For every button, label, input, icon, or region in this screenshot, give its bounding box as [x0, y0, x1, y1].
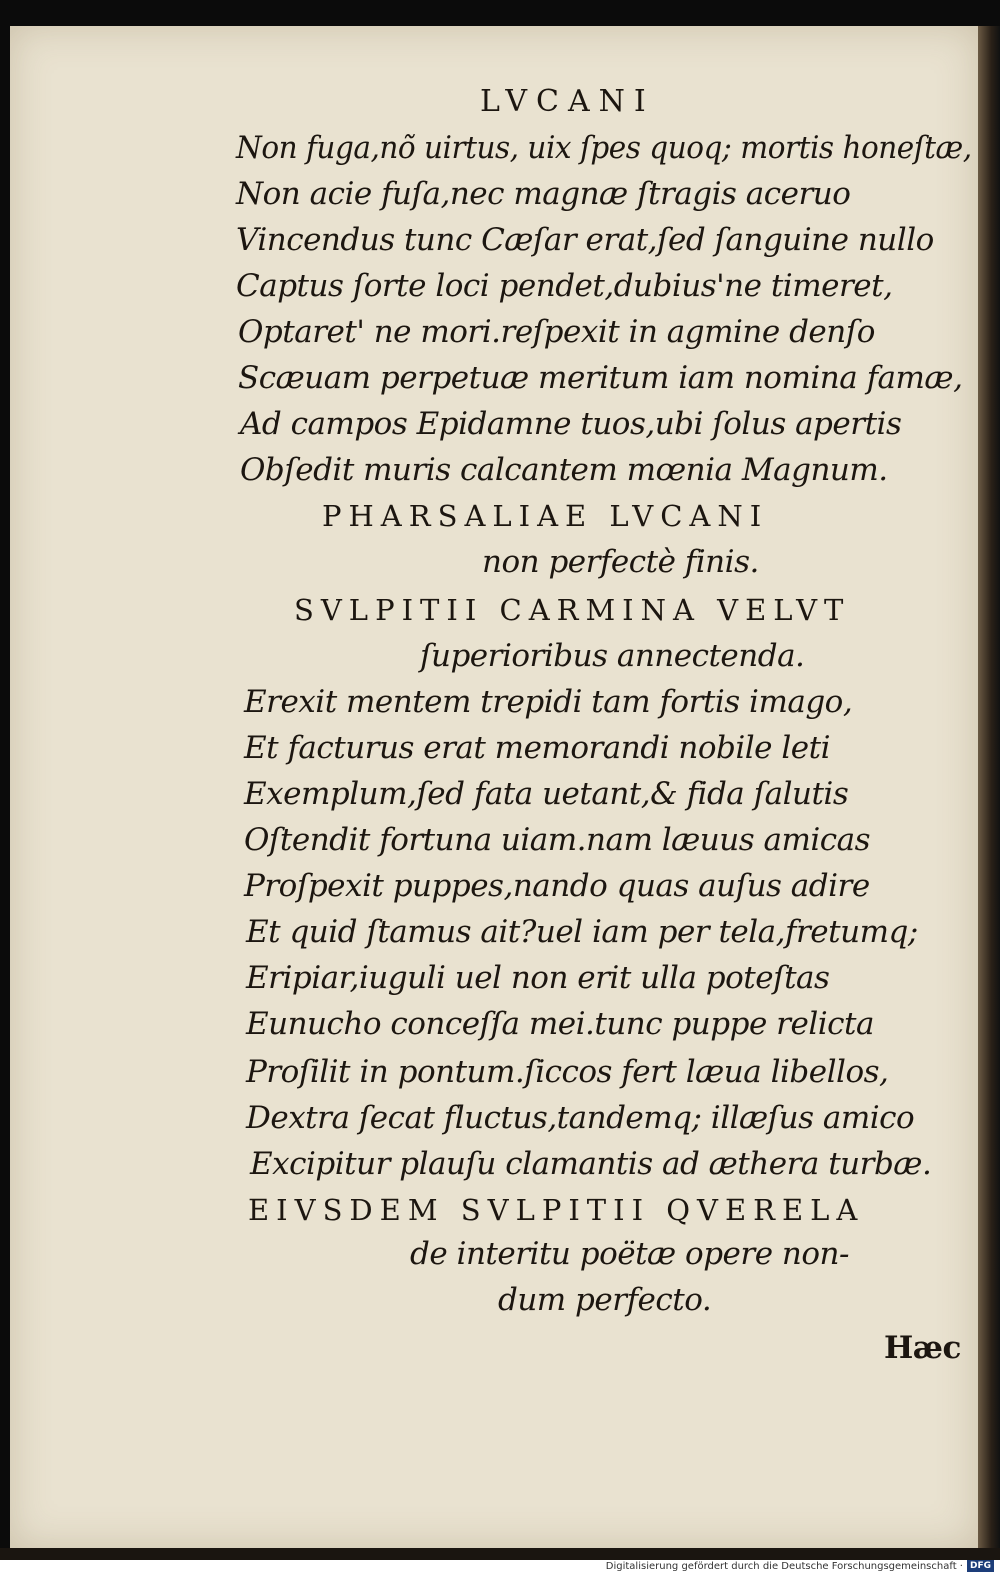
verse-line: Eunucho conceſſa mei.tunc puppe relicta — [246, 1006, 874, 1042]
section-subheading: de interitu poëtæ opere non- — [410, 1236, 849, 1272]
catchword: Hæc — [884, 1330, 961, 1366]
verse-line: Captus ſorte loci pendet,dubius'ne timeret, — [236, 268, 893, 304]
verse-line: Obſedit muris calcantem mœnia Magnum. — [240, 452, 888, 488]
section-heading: SVLPITII CARMINA VELVT — [294, 593, 851, 627]
page-edge-bottom — [0, 1548, 1000, 1560]
verse-line: Proſpexit puppes,nando quas auſus adire — [244, 868, 870, 904]
verse-line: Erexit mentem trepidi tam fortis imago, — [244, 684, 853, 720]
section-subheading: ſuperioribus annectenda. — [420, 638, 805, 674]
verse-line: Ad campos Epidamne tuos,ubi ſolus apertis — [240, 406, 902, 442]
verse-line: Oſtendit fortuna uiam.nam læuus amicas — [244, 822, 871, 858]
verse-line: Exemplum,ſed fata uetant,& fida ſalutis — [244, 776, 849, 812]
section-heading: PHARSALIAE LVCANI — [322, 499, 769, 533]
footer-credit: Digitalisierung gefördert durch die Deutsche Forschungsgemeinschaft · — [605, 1561, 963, 1572]
verse-line: Et facturus erat memorandi nobile leti — [244, 730, 830, 766]
footer-bar — [0, 1560, 1000, 1574]
running-head: LVCANI — [480, 84, 655, 119]
verse-line: Scæuam perpetuæ meritum iam nomina famæ, — [238, 360, 963, 396]
verse-line: Eripiar,iuguli uel non erit ulla poteſtas — [246, 960, 830, 996]
verse-line: Excipitur plauſu clamantis ad æthera turbæ. — [250, 1146, 932, 1182]
page-edge-right — [978, 26, 1000, 1548]
verse-line: Non acie fuſa,nec magnæ ſtragis aceruo — [236, 176, 851, 212]
dfg-logo: DFG — [967, 1560, 994, 1572]
verse-line: Dextra ſecat fluctus,tandemq; illæſus amico — [246, 1100, 915, 1136]
section-subheading: non perfectè finis. — [482, 544, 759, 580]
verse-line: Et quid ſtamus ait?uel iam per tela,fretumq; — [246, 914, 918, 950]
verse-line: Optaret' ne mori.reſpexit in agmine denſo — [238, 314, 875, 350]
verse-line: Non fuga,nõ uirtus, uix ſpes quoq; mortis honeſtæ, — [236, 130, 972, 166]
verse-line: Proſilit in pontum.ſiccos fert læua libellos, — [246, 1054, 889, 1090]
section-subheading: dum perfecto. — [498, 1282, 712, 1318]
verse-line: Vincendus tunc Cæſar erat,ſed ſanguine nullo — [236, 222, 934, 258]
section-heading: EIVSDEM SVLPITII QVERELA — [248, 1193, 865, 1227]
